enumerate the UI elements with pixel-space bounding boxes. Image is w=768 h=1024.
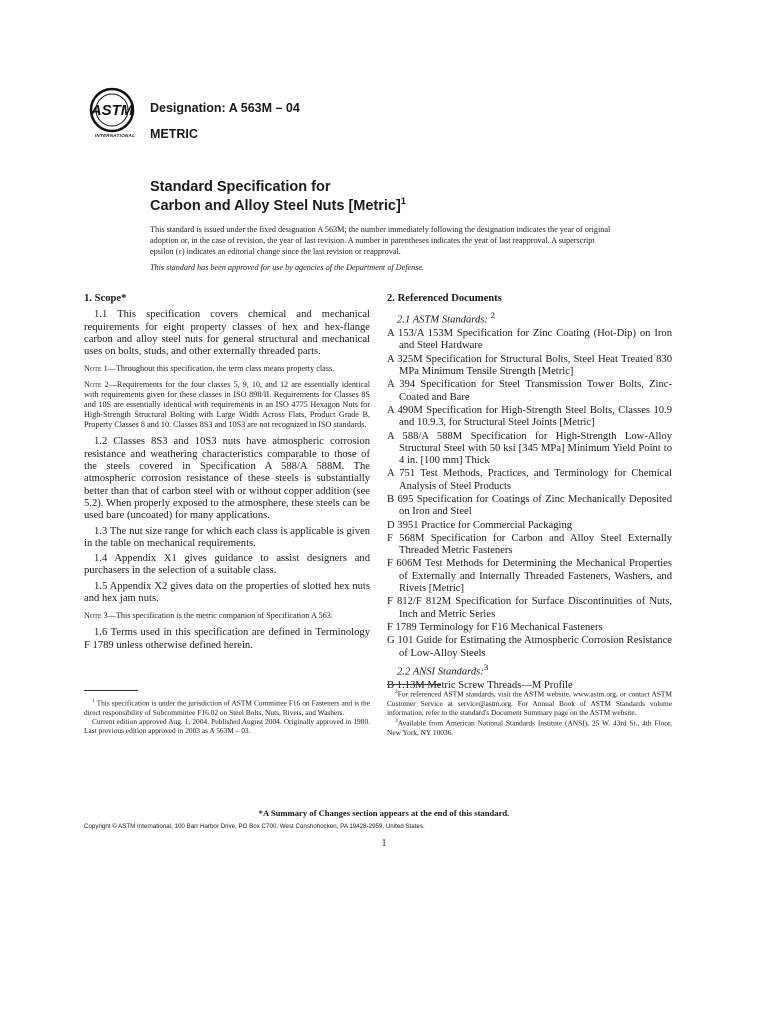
dod-notice: This standard has been approved for use by agencies of the Department of Defense. [150,263,425,272]
metric-label: METRIC [150,127,198,141]
ref-item: A 394 Specification for Steel Transmission Tower Bolts, Zinc-Coated and Bare [387,379,672,403]
ansi-footnote-mark: 3 [483,661,489,672]
section-1-4: 1.4 Appendix X1 gives guidance to assist designers and purchasers in the selection of a suitable class. [84,553,370,577]
ansi-ref-item: B 1.13M Metric Screw Threads—M Profile [387,679,573,691]
note-1-text: —Throughout this specification, the term class means property class. [107,364,335,374]
ref-item: F 568M Specification for Carbon and Alloy Steel Externally Threaded Metric Fasteners [387,532,672,557]
title-text: Carbon and Alloy Steel Nuts [Metric] [150,197,401,214]
copyright-line: Copyright © ASTM International, 100 Barr Harbor Drive, PO Box C700, West Conshohocken, PA 19428-2959, United States. [84,823,425,830]
note-2-label: Note 2 [84,380,109,390]
note-3-text: —This specification is the metric companion of Specification A 563. [107,611,333,621]
astm-standards-label [397,309,672,327]
title-footnote-mark: 1 [400,196,406,206]
issue-notice: This standard is issued under the fixed designation A 563M; the number immediately following the designation indicates the year of original adoption or, in the case of revision, the year of last revision. A number in parentheses indicates the year of last reapproval. A superscript epsilon (ε) indicates an editorial change since the last revision or reapproval. [150,225,611,256]
ref-item: F 812/F 812M Specification for Surface Discontinuities of Nuts, Inch and Metric Series [387,596,672,620]
section-1-5: 1.5 Appendix X2 gives data on the properties of slotted hex nuts and hex jam nuts. [84,580,370,605]
scope-heading: 1. Scope* [84,293,127,304]
footnote-3-text: Available from American National Standards Institute (ANSI), 25 W. 43rd St., 4th Floor, New York, NY 10036. [387,718,672,738]
footnote-1-text: This specification is under the jurisdiction of ASTM Committee F16 on Fasteners and is the direct responsibility of Subcommittee F16.02 on Steel Bolts, Nuts, Rivets, and Washers. [84,698,371,717]
ref-item: A 325M Specification for Structural Bolts, Steel Heat Treated 830 MPa Minimum Tensile Strength [Metric] [387,353,672,378]
footnotes-left [84,697,370,736]
svg-text:ASTM: ASTM [90,102,134,119]
ref-item: B 695 Specification for Coatings of Zinc Mechanically Deposited on Iron and Steel [387,493,672,518]
section-1-3: 1.3 The nut size range for which each class is applicable is given in the table on mechanical requirements. [84,525,370,549]
footnote-2-text: For referenced ASTM standards, visit the ASTM website, www.astm.org, or contact ASTM Customer Service at service@astm.org. For Annual Book of ASTM Standards volume information, refer to the standard's Document Summary page on the ASTM website. [387,689,672,718]
ansi-standards-label [397,661,672,679]
ref-item: A 153/A 153M Specification for Zinc Coating (Hot-Dip) on Iron and Steel Hardware [387,328,672,352]
note-2-text: —Requirements for the four classes 5, 9, 10, and 12 are essentially identical with requirements given for these classes in ISO 898/II. Requirements for Classes 8S and 10S are essentially identical with requirements in an ISO 4775 Hexagon Nuts for High-Strength Structural Bolting with Large Width Across Flats, Product Grade B, Property Classes 8 and 10. Classes 8S3 and 10S3 are not recognized in ISO standards. [84,380,371,430]
note-1 [84,364,370,374]
footnote-2-mark: 2 [395,689,398,695]
ref-item: A 751 Test Methods, Practices, and Terminology for Chemical Analysis of Steel Products [387,468,672,492]
title-line-2 [150,196,406,214]
ref-item: F 1789 Terminology for F16 Mechanical Fasteners [387,621,603,633]
astm-footnote-mark: 2 [490,310,496,321]
ansi-standards-text: 2.2 ANSI Standards: [397,666,484,678]
note-1-label: Note 1 [84,364,108,374]
footnote-rule-right [387,684,441,685]
section-1-1: 1.1 This specification covers chemical and mechanical requirements for eight property classes of hex and hex-flange carbon and alloy steel nuts for general structural and mechanical uses on bolts, studs, and other externally threaded parts. [84,309,370,358]
footnote-1-mark: 1 [92,698,95,704]
footnote-3-mark: 3 [395,718,398,725]
designation: Designation: A 563M – 04 [150,101,300,115]
footnote-1 [84,697,370,717]
note-2 [84,380,370,430]
footnotes-right [387,688,672,737]
page-number: 1 [381,838,387,849]
ref-item: F 606M Test Methods for Determining the Mechanical Properties of Externally and Internally Threaded Fasteners, Washers, and Rivets [Metric] [387,558,672,595]
note-3-label: Note 3 [84,611,108,621]
ref-item: A 588/A 588M Specification for High-Strength Low-Alloy Structural Steel with 50 ksi [345 MPa] Minimum Yield Point to 4 in. [100 mm] Thick [387,430,672,467]
summary-of-changes-note: *A Summary of Changes section appears at the end of this standard. [258,808,510,818]
left-column [84,293,370,655]
footnote-rule-left [84,690,138,691]
right-column [387,293,672,693]
footnote-2 [387,688,672,717]
astm-standards-text: 2.1 ASTM Standards: [397,314,488,326]
footnote-3 [387,717,672,737]
ref-item: G 101 Guide for Estimating the Atmospheric Corrosion Resistance of Low-Alloy Steels [387,635,672,659]
title-line-1: Standard Specification for [150,179,331,195]
note-3 [84,611,370,621]
referenced-documents-heading: 2. Referenced Documents [387,293,502,304]
footnote-1-edition: Current edition approved Aug. 1, 2004. Published August 2004. Originally approved in 1980. Last previous edition approved in 2003 as A 563M – 03. [84,717,370,736]
ref-item: D 3951 Practice for Commercial Packaging [387,519,573,531]
section-1-2: 1.2 Classes 8S3 and 10S3 nuts have atmospheric corrosion resistance and weathering characteristics comparable to those of the steels covered in Specification A 588/A 588M. The atmospheric corrosion resistance of these steels is substantially better than that of carbon steel with or without copper addition (see 5.2). When properly exposed to the atmosphere, these steels can be used bare (uncoated) for many applications. [84,436,370,522]
section-1-6: 1.6 Terms used in this specification are defined in Terminology F 1789 unless otherwise defined herein. [84,627,370,651]
logo-caption: INTERNATIONAL [94,133,136,138]
ref-item: A 490M Specification for High-Strength Steel Bolts, Classes 10.9 and 10.9.3, for Structural Steel Joints [Metric] [387,404,672,429]
